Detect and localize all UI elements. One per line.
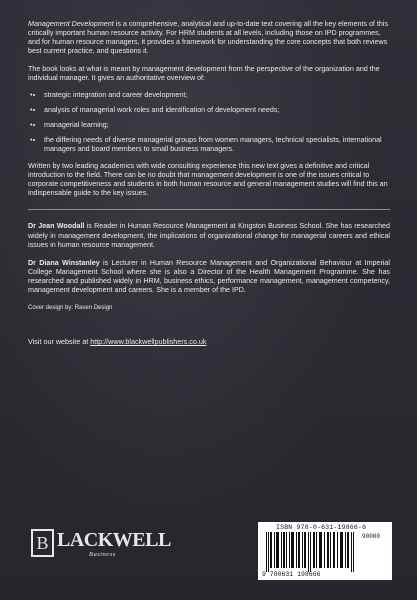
barcode-addon-code: 90000: [362, 533, 381, 540]
author-bio-text: is Lecturer in Human Resource Management and Organizational Behaviour at Imperial College Management School where she is also a Director of the Health Management Programme. She has researched and published widely in HRM, business ethics, performance management, management competency, management development and careers. She is a member of the IPD.: [28, 258, 390, 294]
author-name: Dr Jean Woodall: [28, 222, 85, 231]
overview-paragraph: The book looks at what is meant by management development from the perspective of the organization and the individual manager. It gives an authoritative overview of:: [28, 65, 380, 83]
book-title: Management Development: [28, 20, 114, 28]
isbn-text: ISBN 978-0-631-19866-6: [276, 524, 367, 531]
barcode-icon: [266, 532, 358, 572]
divider: [28, 209, 390, 210]
blackwell-wordmark: LACKWELL: [57, 529, 171, 551]
topic-item: • • the differing needs of diverse managerial groups from women managers, technical specialists, international managers and board members to small business managers.: [44, 136, 390, 154]
ean-number: 9 780631 198666: [262, 571, 321, 578]
intro-paragraph: [28, 20, 390, 56]
blackwell-b-mark: B: [31, 529, 54, 557]
back-cover-text: [28, 20, 390, 346]
summary-paragraph: Written by two leading academics with wide consulting experience this new text gives a definitive and critical introduction to the field. There can be no doubt that management development is one of the issues critical to corporate competitiveness and students in both human resource and general management studies will find this an indispensable guide to the key issues.: [28, 162, 388, 198]
topic-item: • • managerial learning;: [44, 121, 390, 130]
cover-credit: Cover design by: Raven Design: [28, 305, 113, 312]
website-line: [28, 337, 390, 346]
topic-item: • • analysis of managerial work roles and identification of development needs;: [44, 106, 390, 115]
topics-list: [28, 91, 390, 154]
barcode-panel: [258, 522, 392, 580]
website-prefix: Visit our website at: [28, 337, 91, 347]
author-bio-text: is Reader in Human Resource Management at Kingston Business School. She has researched widely in management development, the implications of organizational change for managerial careers and ethical issues in human resource management.: [28, 222, 390, 249]
author-bio-woodall: [28, 222, 390, 249]
topic-item: • • strategic integration and career development;: [44, 91, 390, 100]
author-bio-winstanley: [28, 259, 390, 295]
intro-text: is a comprehensive, analytical and up-to-date text covering all the key elements of this critically important human resource activity. For HRM students at all levels, including those on IPD programmes, and for human resource managers, it provides a framework for understanding the core concepts that both reviews best current practice, and questions it.: [28, 20, 389, 56]
business-imprint: Business: [89, 551, 116, 558]
website-link[interactable]: http://www.blackwellpublishers.co.uk: [90, 337, 207, 347]
author-name: Dr Diana Winstanley: [28, 258, 100, 267]
blackwell-logo: [31, 520, 181, 562]
